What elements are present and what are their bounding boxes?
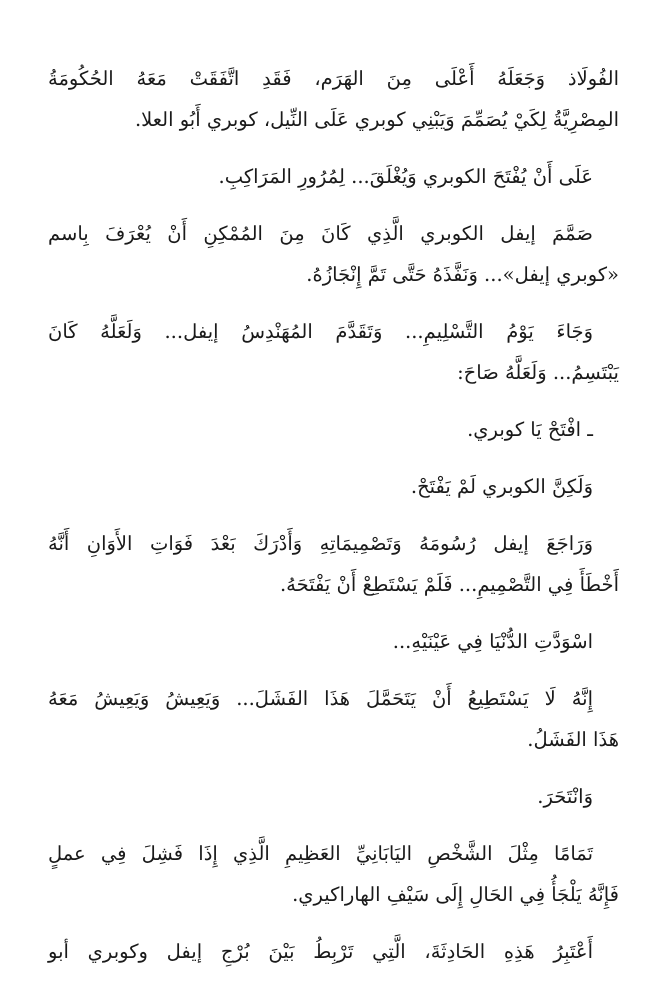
text-line: صَمَّمَ إيفل الكوبري الَّذِي كَانَ مِنَ المُمْكِنِ أَنْ يُعْرَفَ بِاسم	[48, 222, 593, 245]
paragraph	[48, 621, 619, 662]
paragraph	[48, 409, 619, 450]
text-line: ـ افْتَحْ يَا كوبري.	[467, 418, 593, 441]
paragraph	[48, 156, 619, 197]
text-line: وَانْتَحَرَ.	[537, 785, 593, 808]
text-line: أَخْطَأَ فِي التَّصْمِيمِ... فَلَمْ يَسْتَطِعْ أَنْ يَفْتَحَهُ.	[279, 573, 619, 596]
text-line: عَلَى أَنْ يُفْتَحَ الكوبري وَيُغْلَقَ... لِمُرُورِ المَرَاكِبِ.	[218, 165, 593, 188]
paragraph	[48, 678, 619, 760]
paragraph	[48, 931, 619, 972]
text-line: أَعْتَبِرُ هَذِهِ الحَادِثَةَ، الَّتِي تَرْبِطُ بَيْنَ بُرْجِ إيفل وكوبري أبو	[48, 940, 593, 963]
text-line: اسْوَدَّتِ الدُّنْيَا فِي عَيْنَيْهِ...	[392, 630, 593, 653]
paragraph	[48, 466, 619, 507]
text-line: هَذَا الفَشَلُ.	[527, 728, 619, 751]
paragraph	[48, 523, 619, 605]
paragraph	[48, 58, 619, 140]
paragraph	[48, 776, 619, 817]
paragraph	[48, 213, 619, 295]
book-page	[48, 58, 619, 988]
text-line: يَبْتَسِمُ... وَلَعَلَّهُ صَاحَ:	[457, 361, 619, 384]
text-line: المِصْرِيَّةُ لِكَيْ يُصَمِّمَ وَيَبْنِي كوبري عَلَى النِّيل، كوبري أَبُو العلا.	[134, 108, 619, 131]
text-line: إِنَّهُ لَا يَسْتَطِيعُ أَنْ يَتَحَمَّلَ هَذَا الفَشَلَ... وَيَعِيشُ وَيَعِيشُ مَعَهُ	[48, 687, 593, 710]
text-line: الفُولَاذ وَجَعَلَهُ أَعْلَى مِنَ الهَرَم، فَقَدِ اتَّفَقَتْ مَعَهُ الحُكُومَةُ	[48, 67, 619, 90]
paragraph	[48, 311, 619, 393]
text-line: «كوبري إيفل»... وَنَفَّذَهُ حَتَّى تَمَّ إِنْجَازُهُ.	[306, 263, 619, 286]
paragraph	[48, 833, 619, 915]
text-line: وَجَاءَ يَوْمُ التَّسْلِيمِ... وَتَقَدَّمَ المُهَنْدِسُ إيفل... وَلَعَلَّهُ كَانَ	[48, 320, 593, 343]
text-line: وَلَكِنَّ الكوبري لَمْ يَفْتَحْ.	[410, 475, 593, 498]
text-line: فَإِنَّهُ يَلْجَأُ فِي الحَالِ إِلَى سَيْفِ الهاراكيري.	[292, 883, 619, 906]
text-line: تَمَامًا مِثْلَ الشَّخْصِ اليَابَانِيِّ العَظِيمِ الَّذِي إِذَا فَشِلَ فِي عملٍ	[48, 842, 593, 865]
text-line: وَرَاجَعَ إيفل رُسُومَهُ وَتَصْمِيمَاتِهِ وَأَدْرَكَ بَعْدَ فَوَاتِ الأَوَانِ أَنَّهُ	[48, 532, 593, 555]
